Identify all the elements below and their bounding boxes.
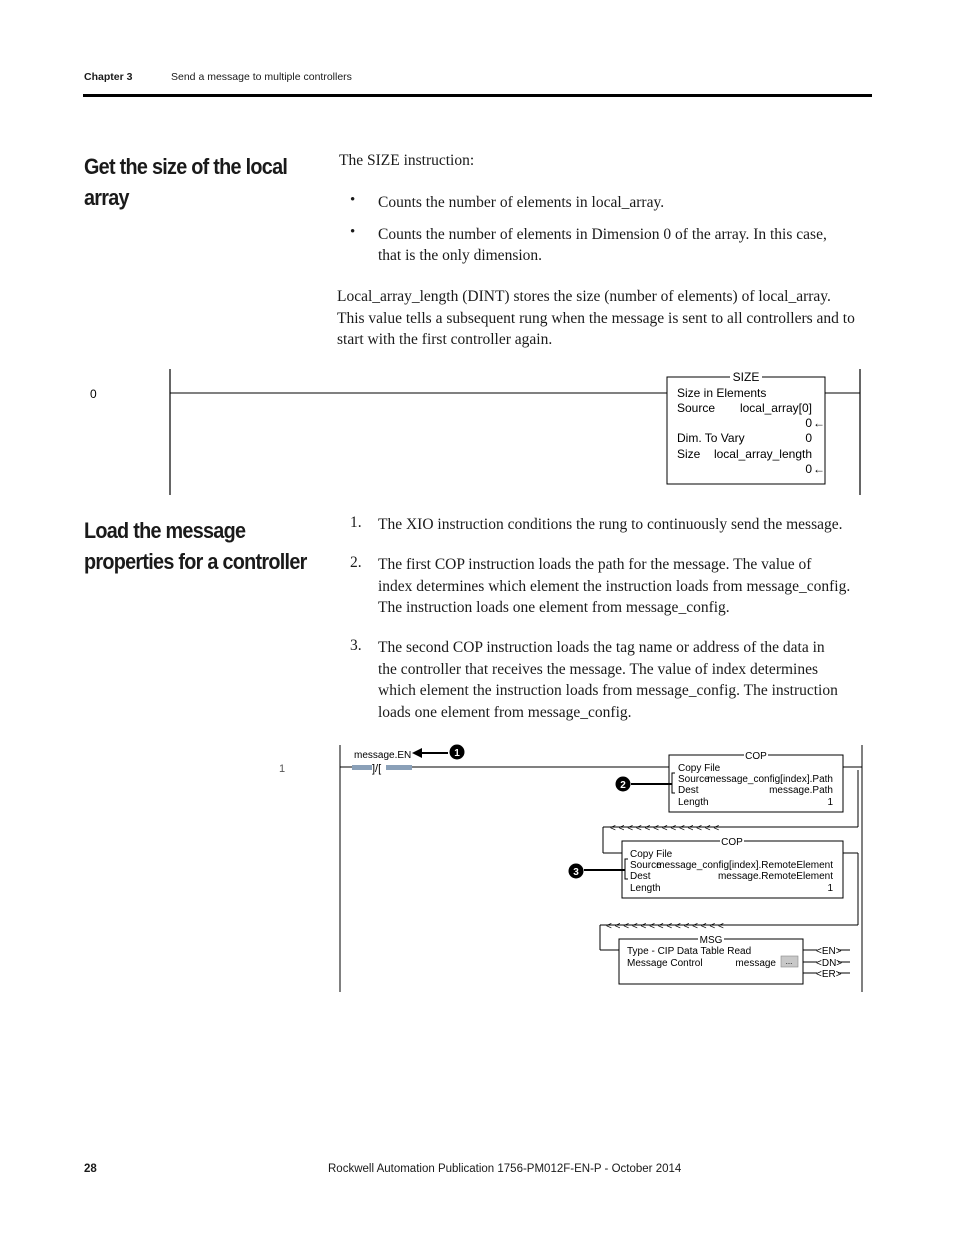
flow-arrows: < < < < < < < < < < < < < < — [606, 921, 724, 932]
svg-text:Source: Source — [678, 774, 710, 785]
svg-text:1: 1 — [827, 797, 833, 808]
browse-button[interactable] — [781, 956, 798, 967]
output-er: <ER> — [816, 969, 842, 980]
list-number: 1. — [350, 514, 362, 531]
svg-text:Message Control: Message Control — [627, 958, 703, 969]
svg-text:1: 1 — [827, 883, 833, 894]
arrow-left-icon: ← — [813, 462, 825, 476]
flow-arrows: < < < < < < < < < < < < < — [610, 823, 720, 834]
header-chapter: Chapter 3 — [84, 71, 133, 83]
svg-text:0: 0 — [805, 431, 812, 445]
list-number: 3. — [350, 637, 362, 654]
svg-text:Copy File: Copy File — [678, 763, 721, 774]
size-paragraph: Local_array_length (DINT) stores the size (number of elements) of local_array. This value tells a subsequent rung when the message is sent to all controllers and to start with the first controller again. — [337, 288, 855, 348]
rung-number: 1 — [279, 763, 286, 775]
svg-text:message_config[index].Path: message_config[index].Path — [707, 774, 833, 785]
block-title: COP — [721, 837, 743, 848]
svg-text:local_array[0]: local_array[0] — [739, 401, 812, 415]
svg-text:Type - CIP Data Table Read: Type - CIP Data Table Read — [627, 946, 752, 957]
arrow-left-icon — [412, 748, 422, 758]
svg-text:message: message — [735, 958, 776, 969]
svg-text:Length: Length — [678, 797, 709, 808]
svg-text:Dest: Dest — [630, 871, 651, 882]
header-title: Send a message to multiple controllers — [171, 71, 352, 83]
bullet-item: Counts the number of elements in local_array. — [378, 194, 665, 211]
bullet-item-cont: that is the only dimension. — [378, 247, 543, 264]
xio-tag: message.EN — [354, 750, 412, 761]
svg-text:0: 0 — [805, 416, 812, 430]
rung-0-diagram — [0, 0, 954, 500]
svg-text:Source: Source — [630, 860, 662, 871]
xio-symbol: ]/[ — [372, 763, 382, 775]
msg-instruction[interactable] — [619, 934, 803, 984]
section-heading-size: Get the size of the local array — [84, 154, 288, 210]
bullet-item: Counts the number of elements in Dimension 0 of the array. In this case, — [378, 226, 827, 243]
list-number: 2. — [350, 554, 362, 571]
list-item: The second COP instruction loads the tag name or address of the data in the controller that receives the message. The value of index determines which element the instruction loads from message_config. The instruction loads one element from message_config. — [378, 639, 838, 721]
cop-instruction-path[interactable] — [669, 750, 843, 812]
svg-text:message.RemoteElement: message.RemoteElement — [717, 871, 833, 882]
svg-text:Size in Elements: Size in Elements — [677, 386, 767, 400]
rung-1-diagram — [0, 735, 954, 1000]
block-title: SIZE — [732, 370, 760, 384]
svg-text:2: 2 — [620, 780, 626, 791]
svg-text:Length: Length — [630, 883, 661, 894]
svg-text:3: 3 — [573, 867, 579, 878]
svg-text:Dest: Dest — [678, 785, 699, 796]
xio-instruction[interactable] — [352, 750, 412, 775]
rung-number: 0 — [90, 387, 97, 401]
list-item: The XIO instruction conditions the rung to continuously send the message. — [378, 516, 843, 533]
bullet-dot: • — [350, 224, 356, 240]
bullet-dot: • — [350, 192, 356, 208]
svg-text:Copy File: Copy File — [630, 849, 673, 860]
svg-text:...: ... — [785, 957, 793, 966]
cop-instruction-remote-element[interactable] — [622, 836, 843, 898]
svg-text:message_config[index].RemoteEl: message_config[index].RemoteElement — [656, 860, 833, 871]
svg-text:Source: Source — [677, 401, 716, 415]
section-heading-load: Load the message properties for a controller — [84, 518, 307, 574]
block-title: MSG — [699, 935, 723, 946]
svg-text:message.Path: message.Path — [769, 785, 833, 796]
svg-text:1: 1 — [454, 748, 460, 759]
svg-text:Size: Size — [677, 447, 701, 461]
output-dn: <DN> — [816, 958, 843, 969]
svg-text:0: 0 — [805, 462, 812, 476]
size-intro: The SIZE instruction: — [339, 152, 475, 169]
block-title: COP — [745, 751, 767, 762]
output-en: <EN> — [816, 946, 842, 957]
list-item: The first COP instruction loads the path for the message. The value of index determines which element the instruction loads from message_config. The instruction loads one element from message_config. — [378, 556, 851, 616]
arrow-left-icon: ← — [813, 416, 825, 430]
svg-text:local_array_length: local_array_length — [713, 447, 812, 461]
svg-text:Dim. To Vary: Dim. To Vary — [677, 431, 745, 445]
size-instruction-block[interactable] — [667, 370, 825, 484]
page-number: 28 — [84, 1163, 97, 1175]
publication-info: Rockwell Automation Publication 1756-PM012F-EN-P - October 2014 — [328, 1163, 682, 1175]
